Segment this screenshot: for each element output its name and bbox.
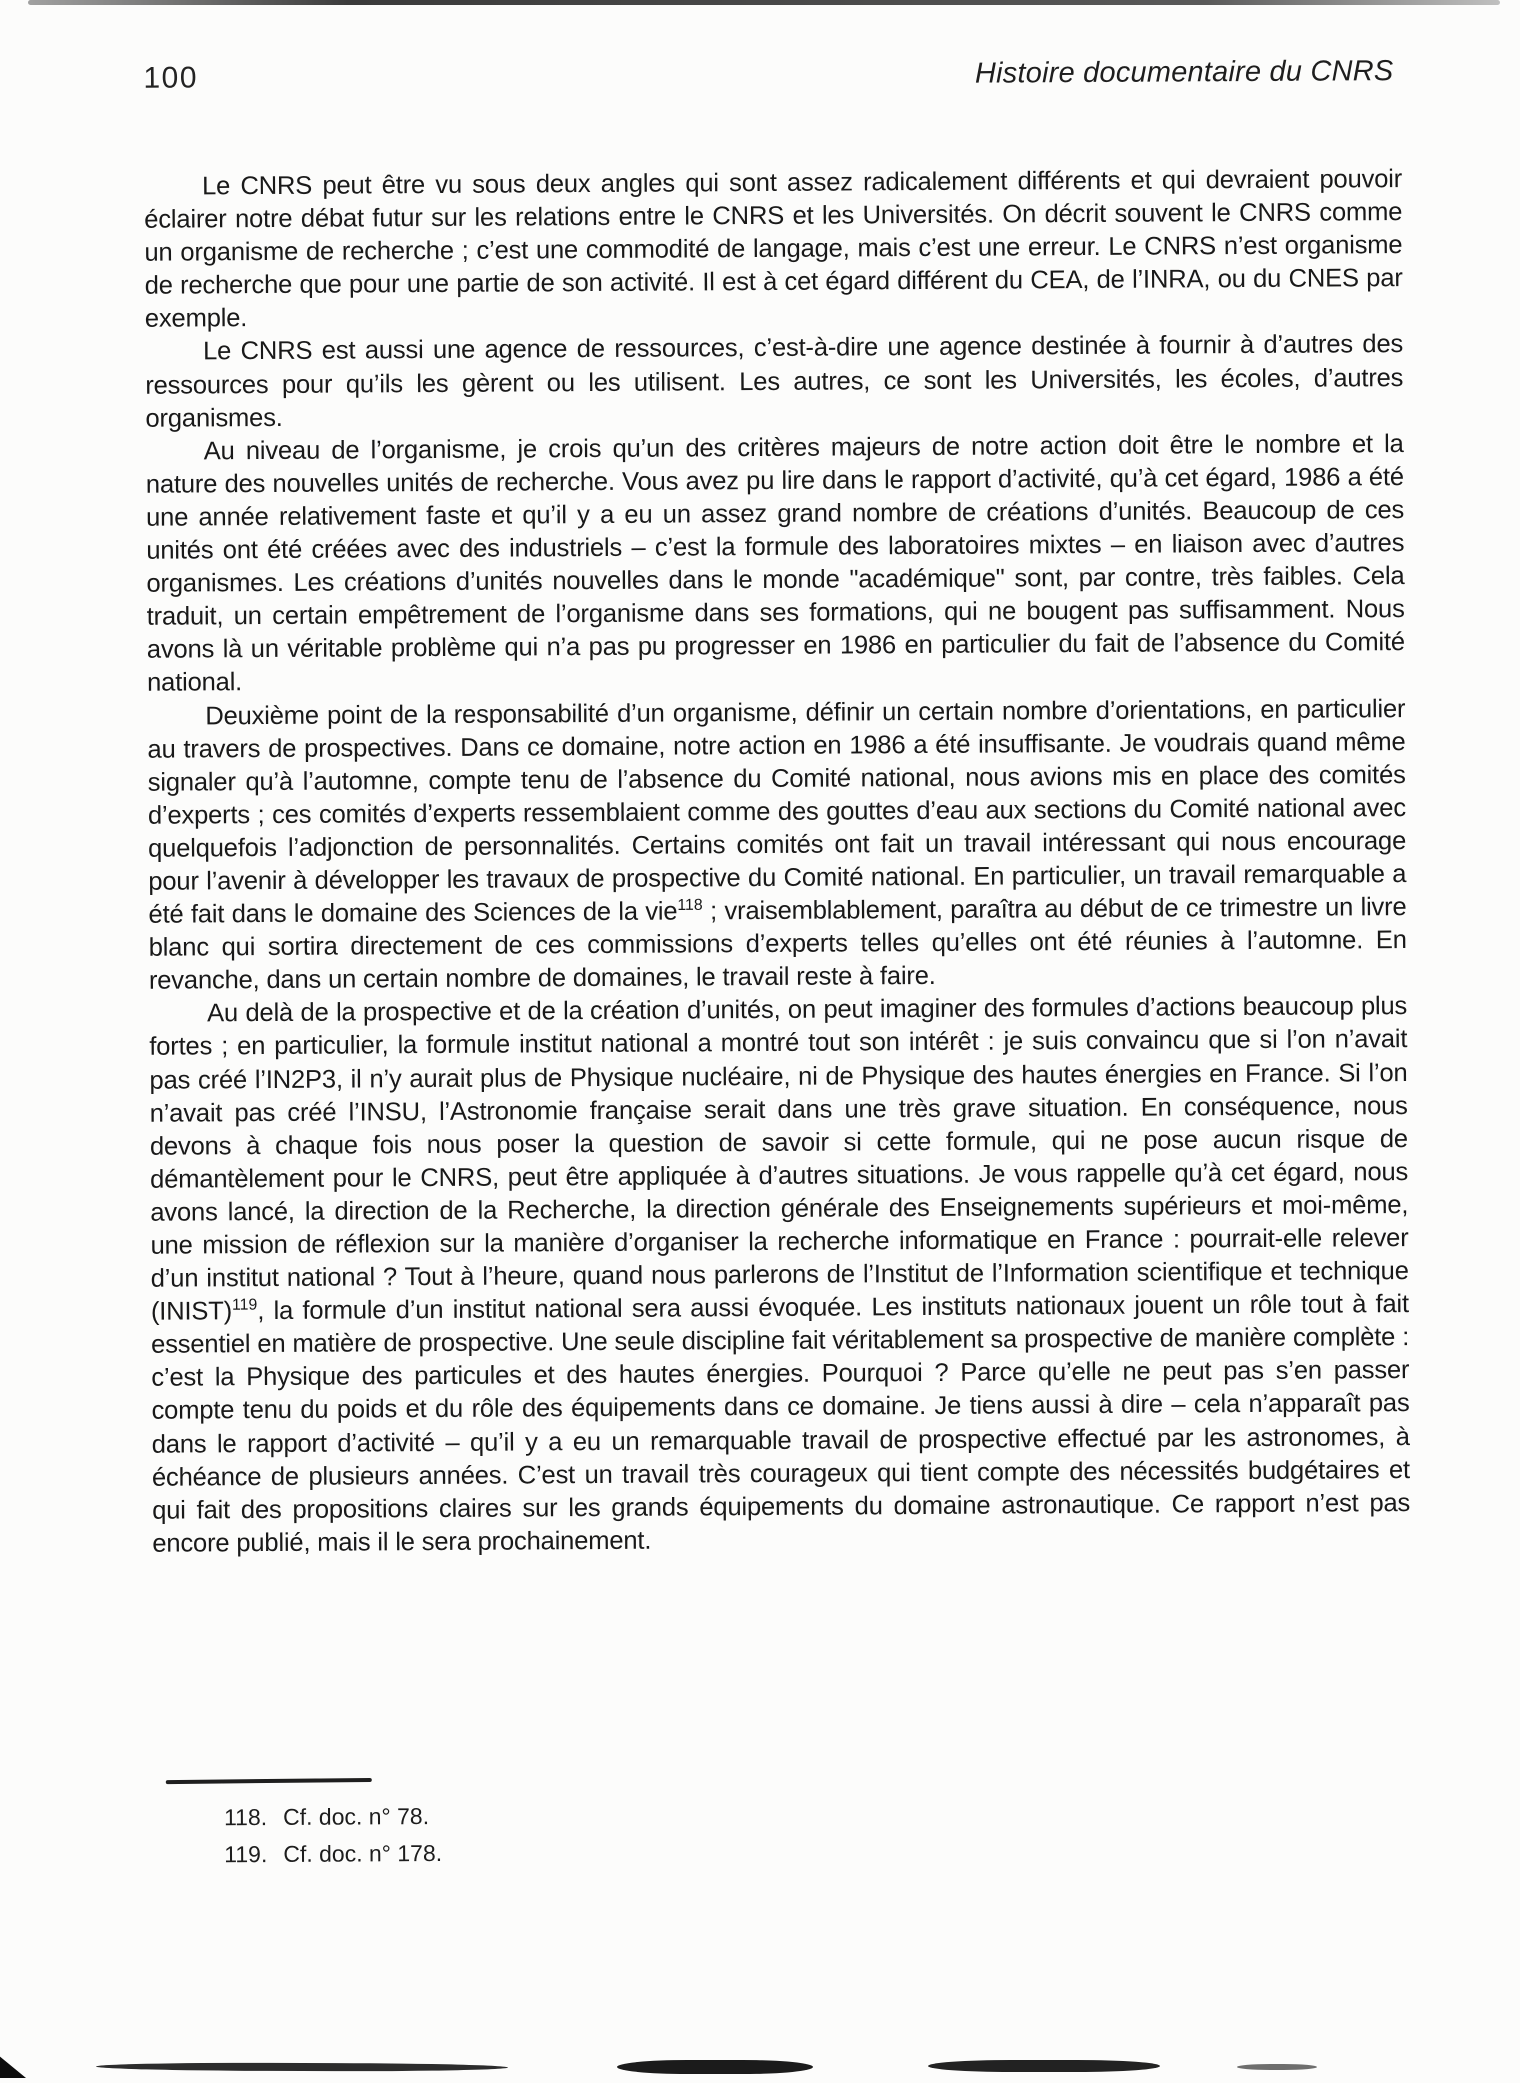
footnote-number: 118.: [223, 1804, 268, 1831]
footnote-ref: 118: [677, 896, 703, 915]
footnote-rule: [166, 1778, 372, 1784]
paragraph: Deuxième point de la responsabilité d’un organisme, définir un certain nombre d’orientations, en particulier au travers de prospectives. Dans ce domaine, notre action en 1986 a été insuffisante. Je voudrais quand même signaler qu’à l’automne, compte tenu de l’absence du Comité national, nous avions mis en place des comités d’experts ; ces comités d’experts ressemblaient comme des gouttes d’eau aux sections du Comité national avec quelquefois l’adjonction de personnalités. Certains comités ont fait un travail intéressant qui nous encourage pour l’avenir à développer les travaux de prospective du Comité national. En particulier, un travail remarquable a été fait dans le domaine des Sciences de la vie$^{118}$ ; vraisemblablement, paraîtra au début de ce trimestre un livre blanc qui sortira directement de ces commissions d’experts telles qu’elles ont été réunies à l’automne. En revanche, dans un certain nombre de domaines, le travail reste à faire.: [147, 694, 1407, 995]
paragraph: Le CNRS peut être vu sous deux angles qui sont assez radicalement différents et qui devraient pouvoir éclairer notre débat futur sur les relations entre le CNRS et les Universités. On décrit souvent le CNRS comme un organisme de recherche ; c’est une commodité de langage, mais c’est une erreur. Le CNRS n’est organisme de recherche que pour une partie de son activité. Il est à cet égard différent du CEA, de l’INRA, ou du CNES par exemple.: [144, 165, 1403, 334]
body-text: [144, 163, 1410, 1561]
scan-artifact-bottom: [1237, 2064, 1317, 2070]
footnote-ref: 119: [231, 1296, 258, 1314]
footnote: [154, 1829, 1412, 1874]
paragraph: Au niveau de l’organisme, je crois qu’un des critères majeurs de notre action doit être le nombre et la nature des nouvelles unités de recherche. Vous avez pu lire dans le rapport d’activité, qu’à cet égard, 1986 a été une année relativement faste et qu’il y a eu un assez grand nombre de créations d’unités. Beaucoup de ces unités ont été créées avec des industriels – c’est la formule des laboratoires mixtes – en liaison avec d’autres organismes. Les créations d’unités nouvelles dans le monde "académique" sont, par contre, très faibles. Cela traduit, un certain empêtrement de l’organisme dans ses formations, qui ne bougent pas suffisamment. Nous avons là un véritable problème qui n’a pas pu progresser en 1986 en particulier du fait de l’absence du Comité national.: [145, 429, 1405, 698]
footnote-text: Cf. doc. n° 78.: [282, 1803, 430, 1830]
footnote-text: Cf. doc. n° 178.: [283, 1839, 443, 1867]
page-header: [143, 54, 1393, 96]
page-number: 100: [143, 61, 199, 95]
footnote-block: [154, 1772, 1413, 1874]
scan-artifact-bottom: [928, 2060, 1160, 2072]
paragraph: Au delà de la prospective et de la création d’unités, on peut imaginer des formules d’actions beaucoup plus fortes ; en particulier, la formule institut national a montré tout son intérêt : je suis convaincu que si l’on n’avait pas créé l’IN2P3, il n’y aurait plus de Physique nucléaire, ni de Physique des hautes énergies en France. Si l’on n’avait pas créé l’INSU, l’Astronomie française serait dans une très grave situation. En conséquence, nous devons à chaque fois nous poser la question de savoir si cette formule, qui ne pose aucun risque de démantèlement pour le CNRS, peut être appliquée à d’autres situations. Je vous rappelle qu’à cet égard, nous avons lancé, la direction de la Recherche, la direction générale des Enseignements supérieurs et moi-même, une mission de réflexion sur la manière d’organiser la recherche informatique en France : pourrait-elle relever d’un institut national ? Tout à l’heure, quand nous parlerons de l’Institut de l’Information scientifique et technique (INIST)$^{119}$, la formule d’un institut national sera aussi évoquée. Les instituts nationaux jouent un rôle tout à fait essentiel en matière de prospective. Une seule discipline fait véritablement sa prospective de manière complète : c’est la Physique des particules et des hautes énergies. Pourquoi ? Parce qu’elle ne peut pas s’en passer compte tenu du poids et du rôle des équipements dans ce domaine. Je tiens aussi à dire – cela n’apparaît pas dans le rapport d’activité – qu’il y a eu un remarquable travail de prospective effectué par les astronomes, à échéance de plusieurs années. C’est un travail très courageux qui tient compte des nécessités budgétaires et qui fait des propositions claires sur les grands équipements du domaine astronautique. Ce rapport n’est pas encore publié, mais il le sera prochainement.: [149, 992, 1411, 1558]
footnote-number: 119.: [224, 1841, 268, 1868]
scan-artifact-top-edge: [28, 0, 1500, 5]
running-title: Histoire documentaire du CNRS: [974, 55, 1394, 90]
paragraph: Le CNRS est aussi une agence de ressources, c’est-à-dire une agence destinée à fournir à d’autres des ressources pour qu’ils les gèrent ou les utilisent. Les autres, ce sont les Universités, les écoles, d’autres organismes.: [145, 330, 1404, 433]
scan-artifact-bottom: [617, 2060, 813, 2074]
footnote-list: [154, 1792, 1412, 1874]
